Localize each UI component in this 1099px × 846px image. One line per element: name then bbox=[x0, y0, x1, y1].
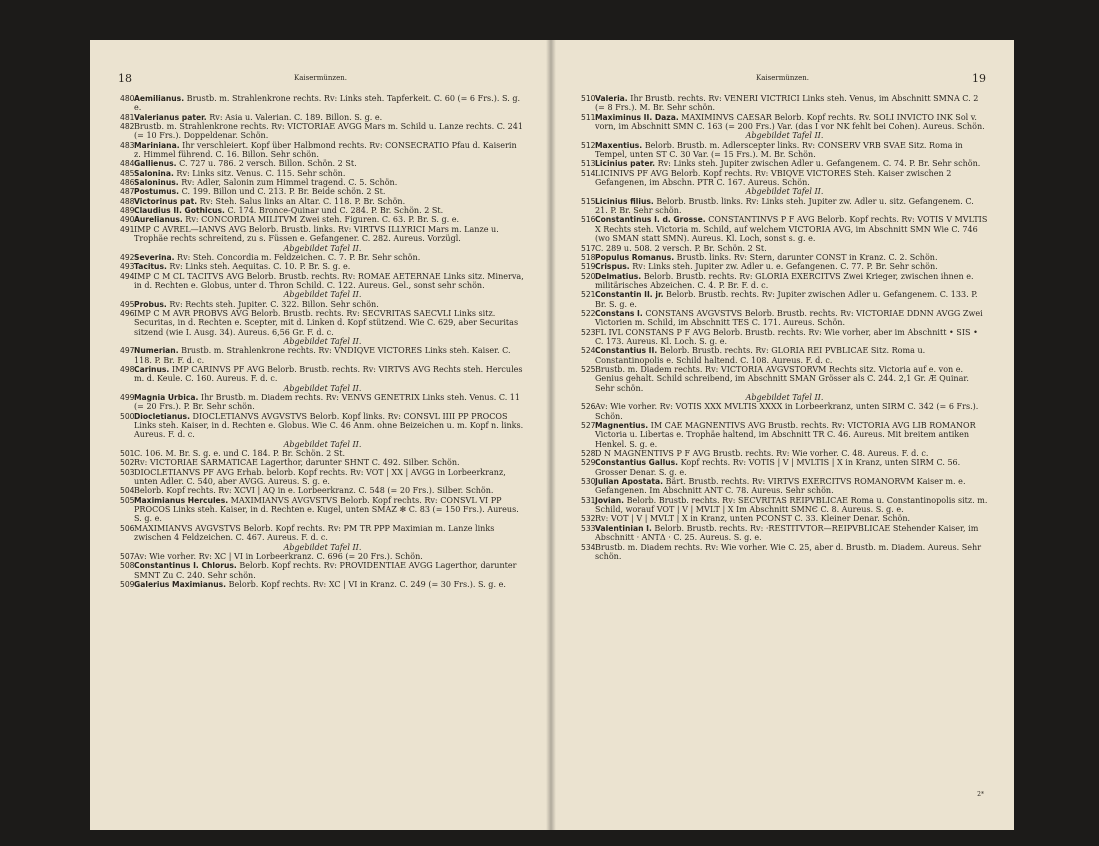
entry-number: 515 bbox=[581, 196, 596, 206]
catalog-entry bbox=[581, 215, 988, 243]
emperor-name: Aurelianus. bbox=[134, 215, 183, 225]
right-header bbox=[579, 74, 986, 88]
entry-number: 495 bbox=[120, 299, 135, 309]
entry-description: Rv: Adler, Salonin zum Himmel tragend. C. 5. Schön. bbox=[178, 178, 398, 188]
entry-text bbox=[134, 178, 525, 187]
emperor-name: Mariniana. bbox=[134, 140, 180, 150]
entry-description: MAXIMINVS CAESAR Belorb. Kopf rechts. Rv. SOLI INVICTO INK Sol v. vorn, im Abschnitt SMN C. 163 (= 200 Frs.) Var. (das I vor NK fehlt bei Cohen). Aureus. Schön. bbox=[595, 112, 985, 132]
entry-text bbox=[134, 458, 525, 467]
entry-description: Belorb. Kopf rechts. Rv: XCVI | AQ in e. Lorbeerkranz. C. 548 (= 20 Frs.). Silber. Schön. bbox=[134, 486, 494, 496]
entry-text bbox=[595, 141, 988, 160]
catalog-entry bbox=[120, 225, 525, 244]
entry-text bbox=[134, 496, 525, 524]
catalog-entry bbox=[581, 543, 988, 562]
entry-description: Rv: Links sitz. Venus. C. 115. Sehr schön. bbox=[173, 168, 346, 178]
entry-text bbox=[595, 215, 988, 243]
entry-description: Brustb. m. Diadem rechts. Rv: Wie vorher. Wie C. 25, aber d. Brustb. m. Diadem. Aureus. Sehr schön. bbox=[595, 542, 982, 561]
emperor-name: Valeria. bbox=[595, 94, 628, 103]
entry-text bbox=[134, 346, 525, 365]
entry-text bbox=[595, 169, 988, 188]
entry-text bbox=[595, 449, 988, 458]
catalog-entry bbox=[581, 458, 988, 477]
entry-number: 534 bbox=[581, 542, 596, 552]
figure-reference: Abgebildet Tafel II. bbox=[745, 393, 824, 402]
emperor-name: Claudius II. Gothicus. bbox=[134, 206, 225, 216]
entry-text bbox=[595, 159, 988, 168]
entry-description: Belorb. Brustb. rechts. Rv: Jupiter zwischen Adler u. Gefangenem. C. 133. P. Br. S. g. e. bbox=[595, 290, 978, 309]
entry-text bbox=[134, 365, 525, 384]
figure-reference: Abgebildet Tafel II. bbox=[283, 336, 362, 346]
entry-text bbox=[134, 393, 525, 412]
entry-description: Brustb. m. Strahlenkrone rechts. Rv: VICTORIAE AVGG Mars m. Schild u. Lanze rechts. C. 241 (= 10 Frs.). Doppeldenar. Schön. bbox=[134, 122, 524, 141]
entry-description: CONSTANTINVS P F AVG Belorb. Kopf rechts. Rv: VOTIS V MVLTIS X Rechts steh. Victoria m. Schild, auf welchem VICTORIA AVG, im Abschnitt SMN Wie C. 746 (wo SMAN statt SMN). Aureus. Kl. Loch, sonst s. g. e. bbox=[595, 215, 988, 244]
entry-number: 500 bbox=[120, 411, 135, 421]
catalog-entry bbox=[120, 262, 525, 271]
catalog-entry bbox=[120, 94, 525, 113]
entry-description: Rv: Asia u. Valerian. C. 189. Billon. S. g. e. bbox=[206, 112, 383, 122]
emperor-name: Crispus. bbox=[595, 262, 630, 272]
entry-text bbox=[134, 253, 525, 262]
entry-description: Av: Wie vorher. Rv: XC | VI in Lorbeerkranz. C. 696 (= 20 Frs.). Schön. bbox=[134, 551, 423, 561]
entry-number: 509 bbox=[120, 579, 135, 589]
entry-number: 519 bbox=[581, 262, 596, 272]
emperor-name: Jovian. bbox=[595, 495, 625, 505]
entry-description: Belorb. Brustb. rechts. Rv: SECVRITAS REIPVBLICAE Roma u. Constantinopolis sitz. m. Schild, worauf VOT | V | MVLT | X Im Abschnitt SMNЄ C. 8. Aureus. S. g. e. bbox=[595, 495, 988, 515]
catalog-entry bbox=[581, 309, 988, 328]
entry-description: DIOCLETIANVS PF AVG Erhab. belorb. Kopf rechts. Rv: VOT | XX | AVGG in Lorbeerkranz, unten Adler. C. 540, aber AVGG. Aureus. S. g. e. bbox=[134, 467, 506, 487]
figure-reference: Abgebildet Tafel II. bbox=[283, 243, 362, 253]
emperor-name: Constantinus I. Chlorus. bbox=[134, 561, 237, 571]
entry-text bbox=[134, 187, 525, 196]
entry-number: 522 bbox=[581, 308, 596, 318]
catalog-entry bbox=[581, 402, 988, 421]
emperor-name: Constantius Gallus. bbox=[595, 458, 679, 468]
entry-number: 481 bbox=[120, 112, 135, 122]
entry-description: C. 289 u. 508. 2 versch. P. Br. Schön. 2 St. bbox=[595, 243, 767, 253]
entry-text bbox=[595, 514, 988, 523]
entry-text bbox=[595, 477, 988, 496]
catalog-entry bbox=[120, 412, 525, 440]
catalog-entry bbox=[120, 272, 525, 291]
entry-number: 511 bbox=[581, 112, 596, 122]
entry-text bbox=[134, 468, 525, 487]
entry-text bbox=[134, 412, 525, 440]
entry-description: Ihr Brustb. m. Diadem rechts. Rv: VENVS GENETRIX Links steh. Venus. C. 11 (= 20 Frs.). P. Br. Sehr schön. bbox=[134, 393, 521, 412]
entry-number: 520 bbox=[581, 271, 596, 281]
catalog-entry bbox=[120, 197, 525, 206]
emperor-name: Licinius filius. bbox=[595, 196, 654, 206]
entry-number: 525 bbox=[581, 364, 596, 374]
entry-description: C. 106. M. Br. S. g. e. und C. 184. P. Br. Schön. 2 St. bbox=[134, 449, 346, 459]
entry-number: 494 bbox=[120, 271, 135, 281]
entry-description: C. 727 u. 786. 2 versch. Billon. Schön. 2 St. bbox=[176, 159, 357, 169]
catalog-entry bbox=[120, 309, 525, 337]
entry-description: Belorb. Brustb. rechts. Rv: GLORIA REI PVBLICAE Sitz. Roma u. Constantinopolis e. Schild haltend. C. 108. Aureus. F. d. c. bbox=[595, 346, 926, 365]
entry-number: 517 bbox=[581, 243, 596, 253]
emperor-name: Delmatius. bbox=[595, 271, 642, 281]
entry-text bbox=[595, 365, 988, 393]
entry-description: LICINIVS PF AVG Belorb. Kopf rechts. Rv: VBIQVE VICTORES Steh. Kaiser zwischen 2 Gefangenen, im Abschn. PTR C. 167. Aureus. Schön. bbox=[595, 168, 952, 188]
entry-description: Bärt. Brustb. rechts. Rv: VIRTVS EXERCITVS ROMANORVM Kaiser m. e. Gefangenen. Im Abschnitt ANT C. 78. Aureus. Sehr schön. bbox=[595, 477, 966, 496]
catalog-entry bbox=[581, 524, 988, 543]
emperor-name: Postumus. bbox=[134, 187, 180, 197]
entry-number: 526 bbox=[581, 402, 596, 412]
entry-number: 514 bbox=[581, 168, 596, 178]
entry-text bbox=[134, 225, 525, 244]
catalog-entry bbox=[120, 458, 525, 467]
entry-description: Ihr verschleiert. Kopf über Halbmond rechts. Rv: CONSECRATIO Pfau d. Kaiserin z. Himmel führend. C. 16. Billon. Sehr schön. bbox=[134, 140, 517, 160]
entry-description: Rv: Links steh. Jupiter zwischen Adler u. Gefangenem. C. 74. P. Br. Sehr schön. bbox=[655, 159, 981, 169]
entry-text bbox=[134, 113, 525, 122]
catalog-entry bbox=[120, 300, 525, 309]
emperor-name: Constans I. bbox=[595, 308, 643, 318]
figure-reference: Abgebildet Tafel II. bbox=[745, 187, 824, 197]
emperor-name: Maximinus II. Daza. bbox=[595, 112, 679, 122]
entry-number: 496 bbox=[120, 308, 135, 318]
catalog-entry bbox=[581, 477, 988, 496]
catalog-entry bbox=[120, 215, 525, 224]
entry-text bbox=[134, 561, 525, 580]
catalog-entry bbox=[120, 346, 525, 365]
entry-description: Brustb. m. Strahlenkrone rechts. Rv: Links steh. Tapferkeit. C. 60 (= 6 Frs.). S. g. e. bbox=[134, 94, 521, 113]
catalog-entry bbox=[581, 496, 988, 515]
entry-text bbox=[134, 122, 525, 141]
catalog-entry bbox=[581, 141, 988, 160]
catalog-entry bbox=[581, 421, 988, 449]
emperor-name: Licinius pater. bbox=[595, 159, 656, 169]
catalog-entry bbox=[581, 272, 988, 291]
entry-number: 523 bbox=[581, 327, 596, 337]
entry-number: 491 bbox=[120, 224, 135, 234]
entry-number: 528 bbox=[581, 449, 596, 459]
entry-number: 531 bbox=[581, 495, 596, 505]
entry-text bbox=[134, 300, 525, 309]
entry-number: 489 bbox=[120, 206, 135, 216]
entry-number: 530 bbox=[581, 477, 596, 487]
entry-text bbox=[595, 328, 988, 347]
catalog-entry bbox=[581, 253, 988, 262]
catalog-entry bbox=[581, 113, 988, 132]
right-running-title: Kaisermünzen. bbox=[756, 74, 809, 82]
catalog-entry bbox=[120, 561, 525, 580]
entry-description: CONSTANS AVGVSTVS Belorb. Brustb. rechts. Rv: VICTORIAE DDNN AVGG Zwei Victorien m. Schild, im Abschnitt TES C. 171. Aureus. Schön. bbox=[595, 308, 983, 328]
emperor-name: Julian Apostata. bbox=[595, 477, 664, 487]
entry-description: Rv: Rechts steh. Jupiter. C. 322. Billon. Sehr schön. bbox=[166, 299, 379, 309]
entry-text bbox=[595, 253, 988, 262]
entry-text bbox=[595, 458, 988, 477]
figure-reference: Abgebildet Tafel II. bbox=[283, 439, 362, 449]
emperor-name: Magnentius. bbox=[595, 421, 649, 431]
entry-number: 532 bbox=[581, 514, 596, 524]
entry-number: 512 bbox=[581, 140, 596, 150]
right-entries bbox=[581, 94, 988, 561]
entry-text bbox=[134, 272, 525, 291]
entry-number: 507 bbox=[120, 551, 135, 561]
emperor-name: Valerianus pater. bbox=[134, 112, 207, 122]
entry-text bbox=[134, 197, 525, 206]
figure-reference: Abgebildet Tafel II. bbox=[283, 383, 362, 393]
catalog-entry bbox=[120, 449, 525, 458]
entry-text bbox=[134, 552, 525, 561]
emperor-name: Aemilianus. bbox=[134, 94, 185, 103]
entry-text bbox=[134, 159, 525, 168]
emperor-name: Saloninus. bbox=[134, 178, 179, 188]
catalog-entry bbox=[581, 514, 988, 523]
entry-text bbox=[595, 113, 988, 132]
left-entries bbox=[120, 94, 525, 589]
left-page-number: 18 bbox=[118, 72, 132, 85]
right-page-number: 19 bbox=[972, 72, 986, 85]
emperor-name: Valentinian I. bbox=[595, 523, 652, 533]
catalog-entry bbox=[120, 159, 525, 168]
entry-description: Brustb. links. Rv: Stern, darunter CONST in Kranz. C. 2. Schön. bbox=[674, 252, 938, 262]
entry-description: IM CAE MAGNENTIVS AVG Brustb. rechts. Rv: VICTORIA AVG LIB ROMANOR Victoria u. Libertas e. Trophäe haltend, im Abschnitt TR C. 46. Aureus. Mit breitem antiken Henkel. S. g. e. bbox=[595, 421, 976, 449]
emperor-name: Maxentius. bbox=[595, 140, 643, 150]
emperor-name: Constantin II. jr. bbox=[595, 290, 664, 300]
entry-description: Rv: Steh. Salus links an Altar. C. 118. P. Br. Schön. bbox=[197, 196, 406, 206]
entry-number: 497 bbox=[120, 346, 135, 356]
entry-description: Kopf rechts. Rv: VOTIS | V | MVLTIS | X in Kranz, unten SIRM C. 56. Grosser Denar. S. g. e. bbox=[595, 458, 961, 477]
catalog-entry bbox=[120, 253, 525, 262]
entry-description: Belorb. Brustb. rechts. Rv: GLORIA EXERCITVS Zwei Krieger, zwischen ihnen e. militärisches Abzeichen. C. 4. P. Br. F. d. c. bbox=[595, 271, 974, 290]
catalog-entry bbox=[581, 449, 988, 458]
catalog-entry bbox=[581, 346, 988, 365]
entry-number: 506 bbox=[120, 523, 135, 533]
entry-number: 516 bbox=[581, 215, 596, 225]
entry-text bbox=[134, 580, 525, 589]
entry-description: Av: Wie vorher. Rv: VOTIS XXX MVLTIS XXXX in Lorbeerkranz, unten SIRM C. 342 (= 6 Frs.). Schön. bbox=[595, 402, 979, 421]
entry-description: IMP C M AVR PROBVS AVG Belorb. Brustb. rechts. Rv: SECVRITAS SAECVLI Links sitz. Securitas, in d. Rechten e. Scepter, mit d. Linken d. Kopf stützend. Wie C. 629, aber Securitas sitzend (wie I. Ausg. 34). Aureus. 6,56 Gr. F. d. c. bbox=[134, 308, 519, 337]
emperor-name: Victorinus pat. bbox=[134, 196, 198, 206]
entry-text bbox=[595, 543, 988, 562]
catalog-entry bbox=[581, 169, 988, 188]
left-running-title: Kaisermünzen. bbox=[294, 74, 347, 82]
entry-number: 518 bbox=[581, 252, 596, 262]
figure-reference: Abgebildet Tafel II. bbox=[283, 290, 362, 300]
catalog-entry bbox=[581, 262, 988, 271]
entry-description: D N MAGNENTIVS P F AVG Brustb. rechts. Rv: Wie vorher. C. 48. Aureus. F. d. c. bbox=[595, 449, 929, 459]
entry-text bbox=[595, 524, 988, 543]
catalog-entry bbox=[120, 122, 525, 141]
emperor-name: Gallienus. bbox=[134, 159, 177, 169]
entry-number: 493 bbox=[120, 262, 135, 272]
emperor-name: Diocletianus. bbox=[134, 411, 190, 421]
entry-text bbox=[595, 290, 988, 309]
entry-description: Belorb. Brustb. rechts. Rv: ·RESTITVTOR—REIPVBLICAE Stehender Kaiser, im Abschnitt · ANTΔ · C. 25. Aureus. S. g. e. bbox=[595, 523, 979, 543]
catalog-entry bbox=[581, 94, 988, 113]
entry-text bbox=[134, 524, 525, 543]
entry-description: C. 199. Billon und C. 213. P. Br. Beide schön. 2 St. bbox=[179, 187, 386, 197]
entry-description: IMP CARINVS PF AVG Belorb. Brustb. rechts. Rv: VIRTVS AVG Rechts steh. Hercules m. d. Keule. C. 160. Aureus. F. d. c. bbox=[134, 364, 523, 384]
entry-number: 492 bbox=[120, 252, 135, 262]
entry-number: 488 bbox=[120, 196, 135, 206]
entry-text bbox=[595, 496, 988, 515]
catalog-entry bbox=[581, 328, 988, 347]
emperor-name: Constantinus I. d. Grosse. bbox=[595, 215, 706, 225]
catalog-entry bbox=[581, 365, 988, 393]
entry-number: 503 bbox=[120, 467, 135, 477]
entry-text bbox=[134, 486, 525, 495]
entry-description: MAXIMIANVS AVGVSTVS Belorb. Kopf rechts. Rv: PM TR PPP Maximian m. Lanze links zwischen 4 Feldzeichen. C. 467. Aureus. F. d. c. bbox=[134, 523, 495, 543]
catalog-entry bbox=[120, 468, 525, 487]
entry-number: 504 bbox=[120, 486, 135, 496]
entry-text bbox=[134, 309, 525, 337]
entry-description: Ihr Brustb. rechts. Rv: VENERI VICTRICI Links steh. Venus, im Abschnitt SMNA C. 2 (= 8 Frs.). M. Br. Sehr schön. bbox=[595, 94, 979, 113]
catalog-entry bbox=[120, 393, 525, 412]
entry-number: 521 bbox=[581, 290, 596, 300]
entry-number: 508 bbox=[120, 561, 135, 571]
entry-text bbox=[595, 244, 988, 253]
emperor-name: Tacitus. bbox=[134, 262, 167, 272]
emperor-name: Salonina. bbox=[134, 168, 174, 178]
catalog-entry bbox=[581, 197, 988, 216]
catalog-entry bbox=[581, 244, 988, 253]
entry-text bbox=[134, 94, 525, 113]
entry-description: DIOCLETIANVS AVGVSTVS Belorb. Kopf links. Rv: CONSVL IIII PP PROCOS Links steh. Kaiser, in d. Rechten e. Globus. Wie C. 46 Anm. ohne Beizeichen u. m. Kopf n. links. Aureus. F. d. c. bbox=[134, 411, 524, 440]
entry-number: 499 bbox=[120, 393, 135, 402]
figure-reference: Abgebildet Tafel II. bbox=[745, 131, 824, 141]
catalog-entry bbox=[581, 290, 988, 309]
entry-text bbox=[134, 169, 525, 178]
entry-text bbox=[595, 402, 988, 421]
entry-text bbox=[595, 309, 988, 328]
entry-number: 484 bbox=[120, 159, 135, 169]
catalog-entry bbox=[120, 486, 525, 495]
entry-description: Rv: VOT | V | MVLT | X in Kranz, unten PCONST C. 33. Kleiner Denar. Schön. bbox=[595, 514, 911, 524]
entry-text bbox=[595, 197, 988, 216]
entry-description: Rv: Links steh. Jupiter zw. Adler u. e. Gefangenen. C. 77. P. Br. Sehr schön. bbox=[629, 262, 938, 272]
entry-description: IMP C M CL TACITVS AVG Belorb. Brustb. rechts. Rv: ROMAE AETERNAE Links sitz. Minerva, in d. Rechten e. Globus, unter d. Thron Schild. C. 122. Aureus. Gel., sonst sehr schön. bbox=[134, 271, 524, 290]
entry-number: 501 bbox=[120, 449, 135, 459]
book-gutter bbox=[546, 40, 556, 830]
entry-description: Brustb. m. Strahlenkrone rechts. Rv: VNDIQVE VICTORES Links steh. Kaiser. C. 118. P. Br. F. d. c. bbox=[134, 346, 511, 365]
entry-number: 486 bbox=[120, 178, 135, 188]
entry-description: IMP C AVREL—IANVS AVG Belorb. Brustb. links. Rv: VIRTVS ILLYRICI Mars m. Lanze u. Trophäe rechts schreitend, zu s. Füssen e. Gefangener. C. 282. Aureus. Vorzügl. bbox=[134, 224, 499, 244]
catalog-entry bbox=[120, 206, 525, 215]
emperor-name: Probus. bbox=[134, 299, 167, 309]
entry-description: Rv: Steh. Concordia m. Feldzeichen. C. 7. P. Br. Sehr schön. bbox=[174, 252, 421, 262]
entry-number: 502 bbox=[120, 458, 135, 468]
entry-text bbox=[134, 449, 525, 458]
emperor-name: Severina. bbox=[134, 252, 175, 262]
emperor-name: Maximianus Hercules. bbox=[134, 495, 229, 505]
entry-number: 529 bbox=[581, 458, 596, 468]
entry-description: Belorb. Kopf rechts. Rv: XC | VI in Kranz. C. 249 (= 30 Frs.). S. g. e. bbox=[226, 579, 506, 589]
entry-number: 480 bbox=[120, 94, 135, 103]
entry-description: FL IVL CONSTANS P F AVG Belorb. Brustb. rechts. Rv: Wie vorher, aber im Abschnitt • SIS • C. 173. Aureus. Kl. Loch. S. g. e. bbox=[595, 327, 978, 346]
entry-text bbox=[595, 262, 988, 271]
right-page bbox=[551, 40, 1014, 830]
entry-description: Belorb. Brustb. links. Rv: Links steh. Jupiter zw. Adler u. sitz. Gefangenem. C. 21. P. Br. Sehr schön. bbox=[595, 196, 974, 216]
entry-number: 490 bbox=[120, 215, 135, 225]
catalog-entry bbox=[120, 169, 525, 178]
entry-number: 513 bbox=[581, 159, 596, 169]
emperor-name: Constantius II. bbox=[595, 346, 658, 356]
catalog-entry bbox=[120, 113, 525, 122]
left-header bbox=[118, 74, 523, 88]
entry-description: Rv: VICTORIAE SARMATICAE Lagerthor, darunter SHNT C. 492. Silber. Schön. bbox=[134, 458, 460, 468]
entry-text bbox=[595, 94, 988, 113]
catalog-entry bbox=[120, 496, 525, 524]
emperor-name: Populus Romanus. bbox=[595, 252, 675, 262]
entry-number: 498 bbox=[120, 364, 135, 374]
entry-text bbox=[595, 272, 988, 291]
signature-mark: 2* bbox=[977, 791, 984, 798]
emperor-name: Numerian. bbox=[134, 346, 179, 356]
emperor-name: Galerius Maximianus. bbox=[134, 579, 227, 589]
entry-number: 533 bbox=[581, 523, 596, 533]
entry-text bbox=[595, 346, 988, 365]
entry-number: 510 bbox=[581, 94, 596, 103]
catalog-entry bbox=[120, 524, 525, 543]
entry-number: 527 bbox=[581, 421, 596, 431]
catalog-entry bbox=[120, 187, 525, 196]
entry-description: Rv: Links steh. Aequitas. C. 10. P. Br. S. g. e. bbox=[166, 262, 351, 272]
catalog-entry bbox=[120, 580, 525, 589]
catalog-entry bbox=[581, 159, 988, 168]
emperor-name: Carinus. bbox=[134, 364, 170, 374]
entry-description: Brustb. m. Diadem rechts. Rv: VICTORIA AVGVSTORVM Rechts sitz. Victoria auf e. von e. Genius gehalt. Schild schreibend, im Abschnitt SMAN Grösser als C. 244. 2,1 Gr. Æ Quinar. Sehr schön. bbox=[595, 364, 969, 393]
entry-description: C. 174. Bronce-Quinar und C. 284. P. Br. Schön. 2 St. bbox=[224, 206, 444, 216]
entry-number: 483 bbox=[120, 140, 135, 150]
entry-text bbox=[134, 206, 525, 215]
entry-description: Rv: CONCORDIA MILITVM Zwei steh. Figuren. C. 63. P. Br. S. g. e. bbox=[182, 215, 460, 225]
entry-number: 487 bbox=[120, 187, 135, 197]
entry-description: Belorb. Kopf rechts. Rv: PROVIDENTIAE AVGG Lagerthor, darunter SMNT Zu C. 240. Sehr schön. bbox=[134, 561, 517, 580]
entry-text bbox=[134, 215, 525, 224]
entry-number: 524 bbox=[581, 346, 596, 356]
entry-text bbox=[595, 421, 988, 449]
entry-text bbox=[134, 141, 525, 160]
entry-number: 482 bbox=[120, 122, 135, 132]
entry-number: 485 bbox=[120, 168, 135, 178]
entry-description: MAXIMIANVS AVGVSTVS Belorb. Kopf rechts. Rv: CONSVL VI PP PROCOS Links steh. Kaiser, in d. Rechten e. Kugel, unten SMAZ ✻ C. 83 (= 150 Frs.). Aureus. S. g. e. bbox=[134, 495, 519, 524]
catalog-entry bbox=[120, 141, 525, 160]
catalog-entry bbox=[120, 178, 525, 187]
entry-number: 505 bbox=[120, 495, 135, 505]
entry-description: Belorb. Brustb. m. Adlerscepter links. Rv: CONSERV VRB SVAE Sitz. Roma in Tempel, unten ST C. 30 Var. (= 15 Frs.). M. Br. Schön. bbox=[595, 140, 963, 160]
figure-reference: Abgebildet Tafel II. bbox=[283, 542, 362, 552]
entry-text bbox=[134, 262, 525, 271]
emperor-name: Magnia Urbica. bbox=[134, 393, 199, 402]
left-page bbox=[90, 40, 551, 830]
catalog-entry bbox=[120, 552, 525, 561]
catalog-entry bbox=[120, 365, 525, 384]
